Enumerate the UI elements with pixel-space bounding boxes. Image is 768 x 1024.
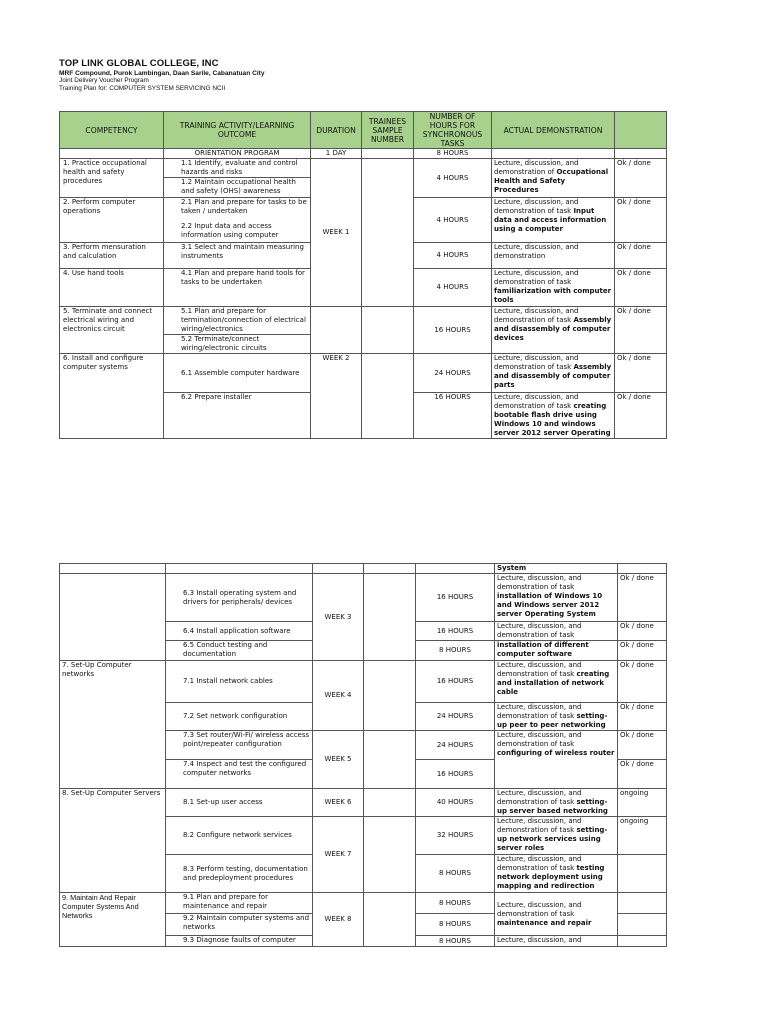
outcome-cell: 6.1 Assemble computer hardware	[164, 354, 311, 393]
demonstration-cell: Lecture, discussion, and demonstration of Occupational Health and Safety Procedures	[492, 159, 615, 198]
orientation-hours: 8 HOURS	[414, 149, 492, 159]
outcome-cell: 7.1 Install network cables	[166, 661, 313, 703]
outcome-cell: 9.3 Diagnose faults of computer	[166, 936, 313, 947]
status-cell: Ok / done	[618, 703, 667, 731]
training-plan-table-page1	[59, 111, 667, 439]
college-address: MRF Compound, Purok Lambingan, Daan Sarile, Cabanatuan City	[59, 70, 265, 77]
duration-cell: WEEK 7	[313, 817, 364, 893]
outcome-cell: 8.3 Perform testing, documentation and predeployment procedures	[166, 855, 313, 893]
hours-cell: 8 HOURS	[416, 914, 495, 936]
hours-cell: 16 HOURS	[416, 622, 495, 641]
hours-cell: 8 HOURS	[416, 855, 495, 893]
col-trainees: TRAINEES SAMPLE NUMBER	[362, 112, 414, 149]
outcome-cell: 8.1 Set-up user access	[166, 789, 313, 817]
hours-cell: 16 HOURS	[414, 307, 492, 354]
duration-cell: WEEK 6	[313, 789, 364, 817]
demonstration-cell: Lecture, discussion, and demonstration of task configuring of wireless router	[495, 731, 618, 789]
hours-cell: 16 HOURS	[414, 393, 492, 439]
duration-cell: WEEK 3	[313, 574, 364, 661]
status-cell: Ok / done	[618, 574, 667, 622]
demonstration-cell: Lecture, discussion, and demonstration of task creating bootable flash drive using Windows 10 and windows server 2012 server Operating	[492, 393, 615, 439]
status-cell: Ok / done	[615, 354, 667, 393]
demonstration-cell: Lecture, discussion, and demonstration	[492, 243, 615, 269]
demonstration-cell: Lecture, discussion, and demonstration of task creating and installation of network cable	[495, 661, 618, 703]
status-cell	[618, 893, 667, 914]
hours-cell: 4 HOURS	[414, 269, 492, 307]
table-row	[60, 307, 667, 354]
table-row	[60, 661, 667, 703]
status-cell: Ok / done	[615, 159, 667, 198]
hours-cell: 40 HOURS	[416, 789, 495, 817]
hours-cell: 32 HOURS	[416, 817, 495, 855]
outcome-cell: 9.1 Plan and prepare for maintenance and repair	[166, 893, 313, 914]
outcome-cell: 6.3 Install operating system and drivers for peripherals/ devices	[166, 574, 313, 622]
col-demonstration: ACTUAL DEMONSTRATION	[492, 112, 615, 149]
duration-cell: WEEK 1	[311, 159, 362, 307]
col-activity: TRAINING ACTIVITY/LEARNING OUTCOME	[164, 112, 311, 149]
col-competency: COMPETENCY	[60, 112, 164, 149]
demonstration-cell: Lecture, discussion, and demonstration of task setting-up peer to peer networking	[495, 703, 618, 731]
status-cell: Ok / done	[615, 393, 667, 439]
col-status	[615, 112, 667, 149]
status-cell: Ok / done	[615, 307, 667, 354]
hours-cell: 16 HOURS	[416, 760, 495, 789]
status-cell: Ok / done	[615, 198, 667, 243]
orientation-activity: ORIENTATION PROGRAM	[164, 149, 311, 159]
hours-cell: 16 HOURS	[416, 574, 495, 622]
hours-cell: 4 HOURS	[414, 159, 492, 198]
training-plan-title: Training Plan for: COMPUTER SYSTEM SERVICING NCII	[59, 85, 226, 92]
demonstration-cell: Lecture, discussion, and demonstration of task	[495, 622, 618, 641]
orientation-duration: 1 DAY	[311, 149, 362, 159]
program-name: Joint Delivery Voucher Program	[59, 77, 149, 84]
outcome-cell: 7.3 Set router/Wi-Fi/ wireless access point/repeater configuration	[166, 731, 313, 760]
outcome-cell: 4.1 Plan and prepare hand tools for tasks to be undertaken	[164, 269, 311, 307]
outcome-cell: 6.2 Prepare installer	[164, 393, 311, 439]
competency-cell: 6. Install and configure computer systems	[60, 354, 164, 439]
status-cell: ongoing	[618, 789, 667, 817]
table-row	[60, 354, 667, 393]
col-duration: DURATION	[311, 112, 362, 149]
demonstration-cell: Lecture, discussion, and	[495, 936, 618, 947]
table-row	[60, 574, 667, 622]
training-plan-table-page2	[59, 563, 667, 947]
hours-cell: 4 HOURS	[414, 198, 492, 243]
college-name: TOP LINK GLOBAL COLLEGE, INC	[59, 58, 219, 69]
demonstration-cell: Lecture, discussion, and demonstration of task Assembly and disassembly of computer devices	[492, 307, 615, 354]
outcome-cell: 8.2 Configure network services	[166, 817, 313, 855]
demonstration-cell: Lecture, discussion, and demonstration of task Input data and access information using a computer	[492, 198, 615, 243]
col-hours: NUMBER OF HOURS FOR SYNCHRONOUS TASKS	[414, 112, 492, 149]
status-cell	[618, 914, 667, 936]
demonstration-cell: System	[495, 564, 618, 574]
hours-cell: 8 HOURS	[416, 641, 495, 661]
outcome-cell: 2.1 Plan and prepare for tasks to be taken / undertaken 2.2 Input data and access information using computer	[164, 198, 311, 243]
hours-cell: 4 HOURS	[414, 243, 492, 269]
status-cell: Ok / done	[618, 661, 667, 703]
table-row	[60, 789, 667, 817]
outcome-cell: 7.4 Inspect and test the configured computer networks	[166, 760, 313, 789]
demonstration-cell: installation of different computer software	[495, 641, 618, 661]
competency-cell: 7. Set-Up Computer networks	[60, 661, 166, 789]
outcome-cell: 1.1 Identify, evaluate and control hazards and risks 1.2 Maintain occupational health and safety (OHS) awareness	[164, 159, 311, 198]
status-cell: Ok / done	[615, 243, 667, 269]
hours-cell: 16 HOURS	[416, 661, 495, 703]
table-row	[60, 893, 667, 914]
duration-cell: WEEK 4	[313, 661, 364, 731]
competency-cell: 8. Set-Up Computer Servers	[60, 789, 166, 893]
hours-cell: 24 HOURS	[414, 354, 492, 393]
duration-cell: WEEK 8	[313, 893, 364, 947]
outcome-cell: 7.2 Set network configuration	[166, 703, 313, 731]
demonstration-cell: Lecture, discussion, and demonstration of task Assembly and disassembly of computer parts	[492, 354, 615, 393]
status-cell	[618, 855, 667, 893]
status-cell: ongoing	[618, 817, 667, 855]
demonstration-cell: Lecture, discussion, and demonstration of task familiarization with computer tools	[492, 269, 615, 307]
table-row	[60, 564, 667, 574]
trainees-cell	[362, 354, 414, 439]
competency-cell: 3. Perform mensuration and calculation	[60, 243, 164, 269]
outcome-cell: 5.1 Plan and prepare for termination/connection of electrical wiring/electronics 5.2 Terminate/connect wiring/electronic circuits	[164, 307, 311, 354]
outcome-cell: 6.4 Install application software	[166, 622, 313, 641]
status-cell	[618, 936, 667, 947]
outcome-cell: 3.1 Select and maintain measuring instruments	[164, 243, 311, 269]
duration-cell: WEEK 2	[311, 354, 362, 439]
competency-cell: 5. Terminate and connect electrical wiring and electronics circuit	[60, 307, 164, 354]
orientation-row	[60, 149, 667, 159]
hours-cell: 24 HOURS	[416, 731, 495, 760]
demonstration-cell: Lecture, discussion, and demonstration of task maintenance and repair	[495, 893, 618, 936]
status-cell: Ok / done	[618, 641, 667, 661]
competency-cell	[60, 574, 166, 661]
competency-cell: 2. Perform computer operations	[60, 198, 164, 243]
outcome-cell: 6.5 Conduct testing and documentation	[166, 641, 313, 661]
competency-cell: 9. Maintain And Repair Computer Systems And Networks	[60, 893, 166, 947]
competency-cell: 1. Practice occupational health and safety procedures	[60, 159, 164, 198]
document-header	[59, 58, 265, 93]
status-cell: Ok / done	[618, 622, 667, 641]
status-cell: Ok / done	[618, 760, 667, 789]
status-cell: Ok / done	[615, 269, 667, 307]
demonstration-cell: Lecture, discussion, and demonstration of task installation of Windows 10 and Windows server 2012 server Operating System	[495, 574, 618, 622]
duration-cell: WEEK 5	[313, 731, 364, 789]
trainees-cell	[362, 159, 414, 307]
demonstration-cell: Lecture, discussion, and demonstration of task setting-up network services using server roles	[495, 817, 618, 855]
demonstration-cell: Lecture, discussion, and demonstration of task setting-up server based networking	[495, 789, 618, 817]
hours-cell: 8 HOURS	[416, 893, 495, 914]
outcome-cell: 9.2 Maintain computer systems and networks	[166, 914, 313, 936]
table-header-row	[60, 112, 667, 149]
table-row	[60, 159, 667, 198]
demonstration-cell: Lecture, discussion, and demonstration of task testing network deployment using mapping and redirection	[495, 855, 618, 893]
competency-cell: 4. Use hand tools	[60, 269, 164, 307]
hours-cell: 24 HOURS	[416, 703, 495, 731]
status-cell: Ok / done	[618, 731, 667, 760]
hours-cell: 8 HOURS	[416, 936, 495, 947]
